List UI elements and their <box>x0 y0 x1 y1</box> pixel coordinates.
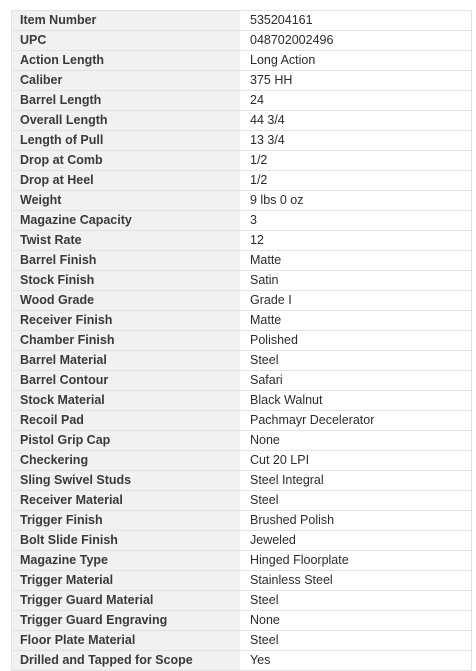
spec-value: 12 <box>240 231 472 251</box>
spec-row <box>12 71 472 91</box>
spec-row <box>12 51 472 71</box>
spec-row <box>12 191 472 211</box>
spec-value: Steel <box>240 631 472 651</box>
spec-label: Chamber Finish <box>12 331 241 351</box>
spec-label: Drilled and Tapped for Scope <box>12 651 241 671</box>
spec-value: Matte <box>240 311 472 331</box>
spec-label: Stock Finish <box>12 271 241 291</box>
spec-label: Sling Swivel Studs <box>12 471 241 491</box>
spec-row <box>12 111 472 131</box>
spec-label: Item Number <box>12 11 241 31</box>
spec-label: Caliber <box>12 71 241 91</box>
spec-row <box>12 131 472 151</box>
spec-row <box>12 511 472 531</box>
spec-row <box>12 171 472 191</box>
spec-label: Weight <box>12 191 241 211</box>
spec-label: Magazine Type <box>12 551 241 571</box>
spec-label: Drop at Comb <box>12 151 241 171</box>
spec-label: Length of Pull <box>12 131 241 151</box>
spec-label: Trigger Finish <box>12 511 241 531</box>
spec-label: Drop at Heel <box>12 171 241 191</box>
spec-value: 9 lbs 0 oz <box>240 191 472 211</box>
spec-label: Checkering <box>12 451 241 471</box>
spec-value: 13 3/4 <box>240 131 472 151</box>
spec-label: Action Length <box>12 51 241 71</box>
spec-row <box>12 291 472 311</box>
spec-value: Grade I <box>240 291 472 311</box>
spec-value: Brushed Polish <box>240 511 472 531</box>
spec-value: Yes <box>240 651 472 671</box>
spec-row <box>12 451 472 471</box>
spec-label: Trigger Guard Engraving <box>12 611 241 631</box>
spec-row <box>12 431 472 451</box>
spec-row <box>12 491 472 511</box>
spec-value: Cut 20 LPI <box>240 451 472 471</box>
spec-value: None <box>240 431 472 451</box>
spec-value: Stainless Steel <box>240 571 472 591</box>
specifications-table-body <box>12 11 472 671</box>
spec-value: Steel <box>240 491 472 511</box>
spec-value: 535204161 <box>240 11 472 31</box>
spec-row <box>12 571 472 591</box>
spec-label: Stock Material <box>12 391 241 411</box>
spec-label: Trigger Material <box>12 571 241 591</box>
spec-value: Steel <box>240 591 472 611</box>
spec-value: 1/2 <box>240 171 472 191</box>
spec-row <box>12 91 472 111</box>
spec-value: Hinged Floorplate <box>240 551 472 571</box>
spec-label: Pistol Grip Cap <box>12 431 241 451</box>
spec-row <box>12 371 472 391</box>
spec-value: 44 3/4 <box>240 111 472 131</box>
spec-row <box>12 611 472 631</box>
spec-value: 048702002496 <box>240 31 472 51</box>
spec-value: Long Action <box>240 51 472 71</box>
spec-row <box>12 471 472 491</box>
spec-row <box>12 231 472 251</box>
spec-label: Floor Plate Material <box>12 631 241 651</box>
spec-value: Black Walnut <box>240 391 472 411</box>
spec-row <box>12 351 472 371</box>
spec-label: Magazine Capacity <box>12 211 241 231</box>
spec-row <box>12 251 472 271</box>
spec-row <box>12 331 472 351</box>
spec-value: Steel <box>240 351 472 371</box>
spec-value: Satin <box>240 271 472 291</box>
spec-label: Receiver Material <box>12 491 241 511</box>
spec-row <box>12 271 472 291</box>
spec-value: 375 HH <box>240 71 472 91</box>
spec-label: Barrel Length <box>12 91 241 111</box>
spec-row <box>12 151 472 171</box>
spec-label: Barrel Contour <box>12 371 241 391</box>
spec-label: Trigger Guard Material <box>12 591 241 611</box>
spec-row <box>12 531 472 551</box>
spec-row <box>12 631 472 651</box>
spec-value: 3 <box>240 211 472 231</box>
spec-row <box>12 311 472 331</box>
spec-label: UPC <box>12 31 241 51</box>
spec-row <box>12 411 472 431</box>
spec-label: Barrel Finish <box>12 251 241 271</box>
spec-value: None <box>240 611 472 631</box>
spec-label: Barrel Material <box>12 351 241 371</box>
specifications-table <box>11 10 472 671</box>
spec-row <box>12 11 472 31</box>
spec-value: Jeweled <box>240 531 472 551</box>
spec-value: Steel Integral <box>240 471 472 491</box>
spec-row <box>12 551 472 571</box>
spec-row <box>12 31 472 51</box>
spec-row <box>12 211 472 231</box>
spec-label: Twist Rate <box>12 231 241 251</box>
spec-label: Overall Length <box>12 111 241 131</box>
spec-value: Polished <box>240 331 472 351</box>
spec-label: Bolt Slide Finish <box>12 531 241 551</box>
spec-value: 24 <box>240 91 472 111</box>
spec-value: Matte <box>240 251 472 271</box>
spec-value: 1/2 <box>240 151 472 171</box>
spec-value: Pachmayr Decelerator <box>240 411 472 431</box>
spec-value: Safari <box>240 371 472 391</box>
spec-row <box>12 591 472 611</box>
spec-row <box>12 391 472 411</box>
spec-label: Wood Grade <box>12 291 241 311</box>
spec-label: Recoil Pad <box>12 411 241 431</box>
spec-label: Receiver Finish <box>12 311 241 331</box>
